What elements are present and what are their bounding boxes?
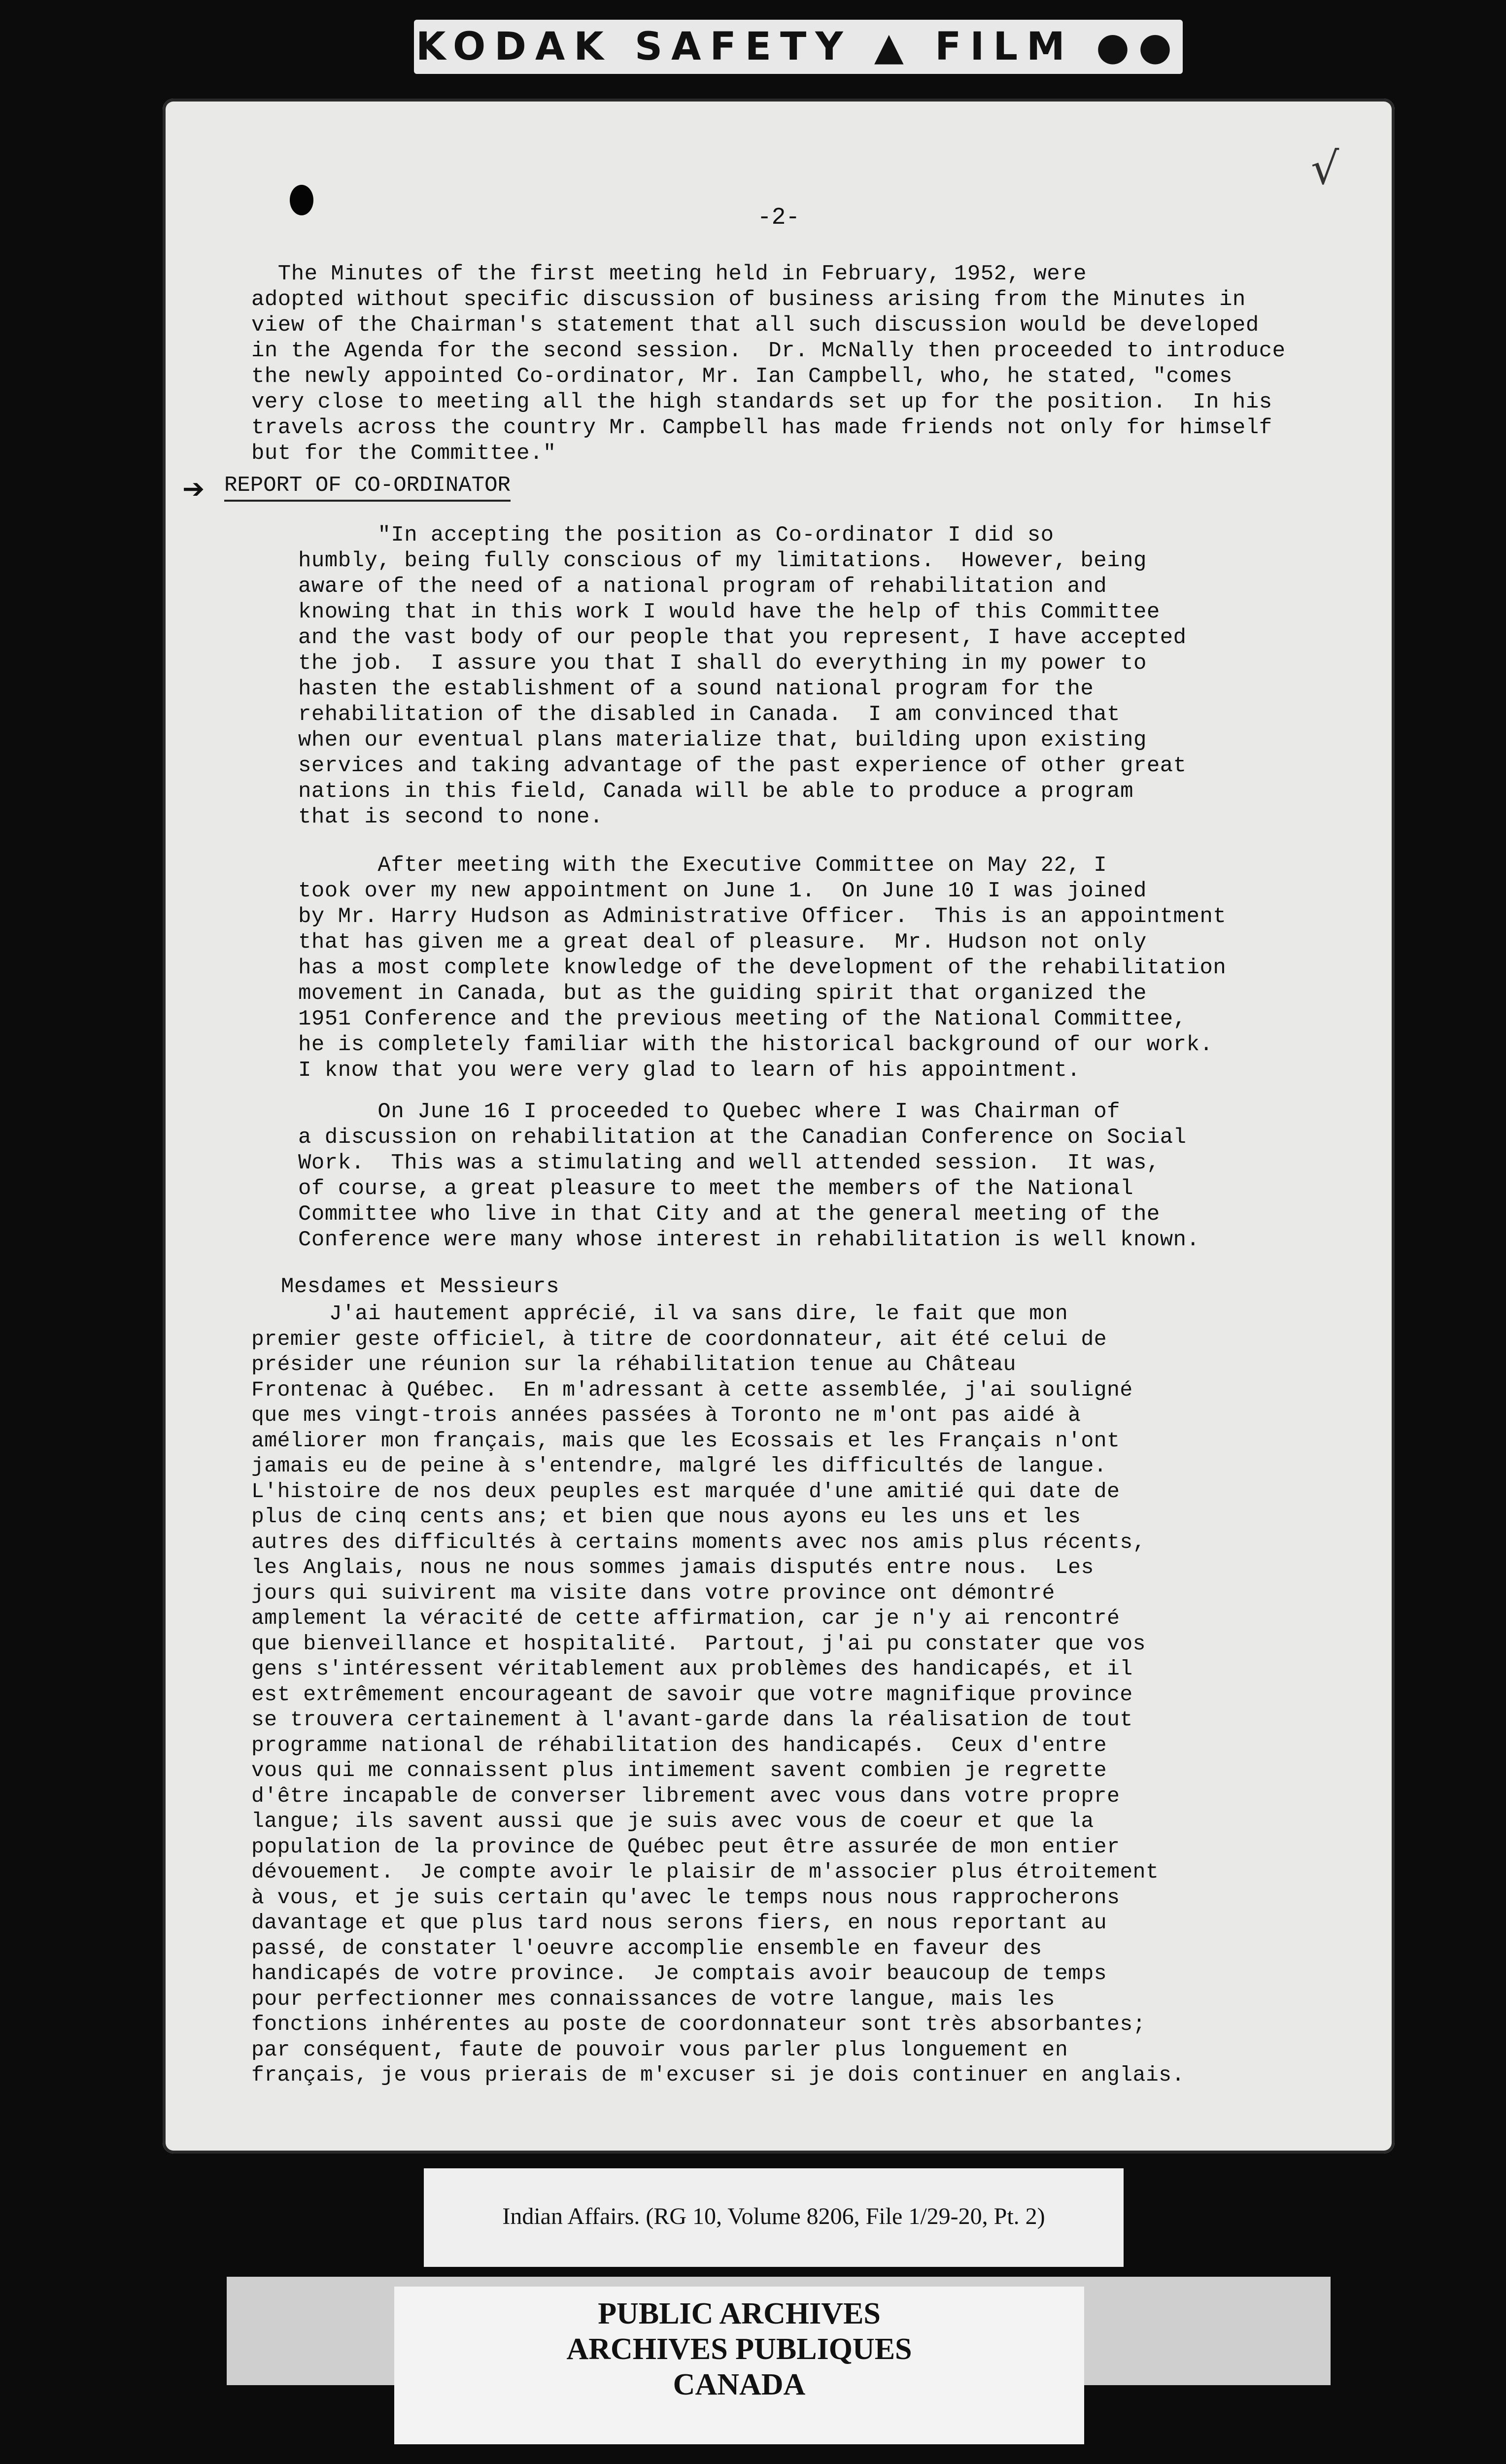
text-line: movement in Canada, but as the guiding spirit that organized the: [298, 981, 1147, 1006]
text-line: in the Agenda for the second session. Dr. McNally then proceeded to introduce: [251, 339, 1286, 363]
text-line: d'être incapable de converser librement avec vous dans votre propre: [251, 1783, 1120, 1808]
text-line: view of the Chairman's statement that all such discussion would be developed: [251, 313, 1259, 338]
text-line: took over my new appointment on June 1. On June 10 I was joined: [298, 879, 1147, 903]
text-line: Frontenac à Québec. En m'adressant à cette assemblée, j'ai souligné: [251, 1377, 1133, 1402]
archive-reference-label: [424, 2168, 1124, 2267]
text-line: Committee who live in that City and at the general meeting of the: [298, 1202, 1160, 1227]
text-line: that has given me a great deal of pleasure. Mr. Hudson not only: [298, 930, 1147, 955]
text-line: adopted without specific discussion of business arising from the Minutes in: [251, 287, 1246, 312]
text-line: Conference were many whose interest in rehabilitation is well known.: [298, 1228, 1200, 1252]
text-line: has a most complete knowledge of the development of the rehabilitation: [298, 956, 1227, 980]
text-line: que mes vingt-trois années passées à Toronto ne m'ont pas aidé à: [251, 1403, 1081, 1427]
text-line: les Anglais, nous ne nous sommes jamais disputés entre nous. Les: [251, 1555, 1094, 1579]
text-line: the newly appointed Co-ordinator, Mr. Ian Campbell, who, he stated, "comes: [251, 364, 1232, 389]
text-line: langue; ils savent aussi que je suis avec vous de coeur et que la: [251, 1809, 1094, 1833]
text-line: est extrêmement encourageant de savoir que votre magnifique province: [251, 1682, 1133, 1707]
text-line: améliorer mon français, mais que les Ecossais et les Français n'ont: [251, 1428, 1120, 1453]
text-line: premier geste officiel, à titre de coordonnateur, ait été celui de: [251, 1327, 1107, 1351]
text-line: when our eventual plans materialize that, building upon existing: [298, 728, 1147, 753]
text-line: à vous, et je suis certain qu'avec le temps nous nous rapprocherons: [251, 1885, 1120, 1910]
text-line: and the vast body of our people that you represent, I have accepted: [298, 625, 1187, 650]
salutation: Mesdames et Messieurs: [281, 1274, 559, 1299]
paragraph-coordinator-acceptance: [298, 522, 1187, 830]
archives-line-2: ARCHIVES PUBLIQUES: [566, 2332, 912, 2366]
text-line: 1951 Conference and the previous meeting of the National Committee,: [298, 1007, 1187, 1031]
text-line: par conséquent, faute de pouvoir vous parler plus longuement en: [251, 2037, 1068, 2062]
text-line: that is second to none.: [298, 805, 603, 829]
text-line: autres des difficultés à certains moments avec nos amis plus récents,: [251, 1530, 1146, 1554]
archives-stamp: [394, 2287, 1084, 2444]
text-line: a discussion on rehabilitation at the Canadian Conference on Social: [298, 1125, 1187, 1150]
text-line: handicapés de votre province. Je comptais avoir beaucoup de temps: [251, 1961, 1107, 1985]
text-line: hasten the establishment of a sound national program for the: [298, 677, 1094, 701]
text-line: travels across the country Mr. Campbell has made friends not only for himself: [251, 415, 1272, 440]
text-line: The Minutes of the first meeting held in February, 1952, were: [251, 262, 1087, 286]
text-line: que bienveillance et hospitalité. Partout, j'ai pu constater que vos: [251, 1631, 1146, 1656]
text-line: he is completely familiar with the historical background of our work.: [298, 1032, 1213, 1057]
text-line: the job. I assure you that I shall do everything in my power to: [298, 651, 1147, 676]
text-line: dévouement. Je compte avoir le plaisir de m'associer plus étroitement: [251, 1860, 1159, 1884]
margin-check-mark: √: [1311, 143, 1339, 195]
text-line: services and taking advantage of the past experience of other great: [298, 753, 1187, 778]
paragraph-minutes: [251, 261, 1286, 466]
text-line: L'histoire de nos deux peuples est marquée d'une amitié qui date de: [251, 1479, 1120, 1504]
text-line: amplement la véracité de cette affirmation, car je n'y ai rencontré: [251, 1606, 1120, 1630]
text-line: passé, de constater l'oeuvre accomplie ensemble en faveur des: [251, 1936, 1042, 1960]
section-heading: REPORT OF CO-ORDINATOR: [224, 473, 511, 502]
text-line: After meeting with the Executive Committee on May 22, I: [298, 853, 1107, 878]
page-number: -2-: [757, 205, 800, 231]
text-line: On June 16 I proceeded to Quebec where I was Chairman of: [298, 1099, 1121, 1124]
text-line: population de la province de Québec peut être assurée de mon entier: [251, 1834, 1120, 1859]
archives-line-1: PUBLIC ARCHIVES: [598, 2297, 881, 2330]
text-line: very close to meeting all the high standards set up for the position. In his: [251, 390, 1272, 414]
text-line: of course, a great pleasure to meet the members of the National: [298, 1176, 1133, 1201]
archives-line-3: CANADA: [673, 2368, 806, 2401]
text-line: programme national de réhabilitation des handicapés. Ceux d'entre: [251, 1733, 1107, 1757]
archive-reference: Indian Affairs. (RG 10, Volume 8206, File 1/29-20, Pt. 2): [502, 2203, 1045, 2229]
paragraph-appointment: [298, 853, 1226, 1083]
document-page: [163, 99, 1395, 2154]
text-line: davantage et que plus tard nous serons fiers, en nous reportant au: [251, 1911, 1107, 1935]
text-line: vous qui me connaissent plus intimement savent combien je regrette: [251, 1758, 1107, 1782]
text-line: humbly, being fully conscious of my limitations. However, being: [298, 548, 1147, 573]
paragraph-french-address: [251, 1301, 1185, 2088]
text-line: aware of the need of a national program of rehabilitation and: [298, 574, 1107, 599]
film-edge-marking: KODAK SAFETY ▲ FILM ●●: [414, 20, 1183, 74]
text-line: I know that you were very glad to learn of his appointment.: [298, 1058, 1081, 1083]
text-line: but for the Committee.": [251, 441, 556, 466]
text-line: J'ai hautement apprécié, il va sans dire, le fait que mon: [251, 1301, 1068, 1326]
text-line: by Mr. Harry Hudson as Administrative Officer. This is an appointment: [298, 904, 1227, 929]
text-line: jamais eu de peine à s'entendre, malgré les difficultés de langue.: [251, 1454, 1107, 1478]
text-line: knowing that in this work I would have the help of this Committee: [298, 600, 1160, 624]
text-line: se trouvera certainement à l'avant-garde dans la réalisation de tout: [251, 1708, 1133, 1732]
text-line: fonctions inhérentes au poste de coordonnateur sont très absorbantes;: [251, 2012, 1146, 2036]
text-line: plus de cinq cents ans; et bien que nous ayons eu les uns et les: [251, 1505, 1081, 1529]
text-line: gens s'intéressent véritablement aux problèmes des handicapés, et il: [251, 1657, 1133, 1681]
text-line: "In accepting the position as Co-ordinator I did so: [298, 523, 1054, 548]
text-line: présider une réunion sur la réhabilitation tenue au Château: [251, 1352, 1016, 1376]
text-line: pour perfectionner mes connaissances de votre langue, mais les: [251, 1986, 1055, 2011]
text-line: jours qui suivirent ma visite dans votre province ont démontré: [251, 1580, 1055, 1605]
text-line: nations in this field, Canada will be able to produce a program: [298, 779, 1133, 804]
arrow-pointer-icon: ➔: [182, 476, 205, 506]
text-line: rehabilitation of the disabled in Canada. I am convinced that: [298, 702, 1121, 727]
text-line: français, je vous prierais de m'excuser si je dois continuer en anglais.: [251, 2063, 1185, 2087]
text-line: Work. This was a stimulating and well attended session. It was,: [298, 1151, 1160, 1175]
paragraph-quebec-conference: [298, 1099, 1200, 1253]
